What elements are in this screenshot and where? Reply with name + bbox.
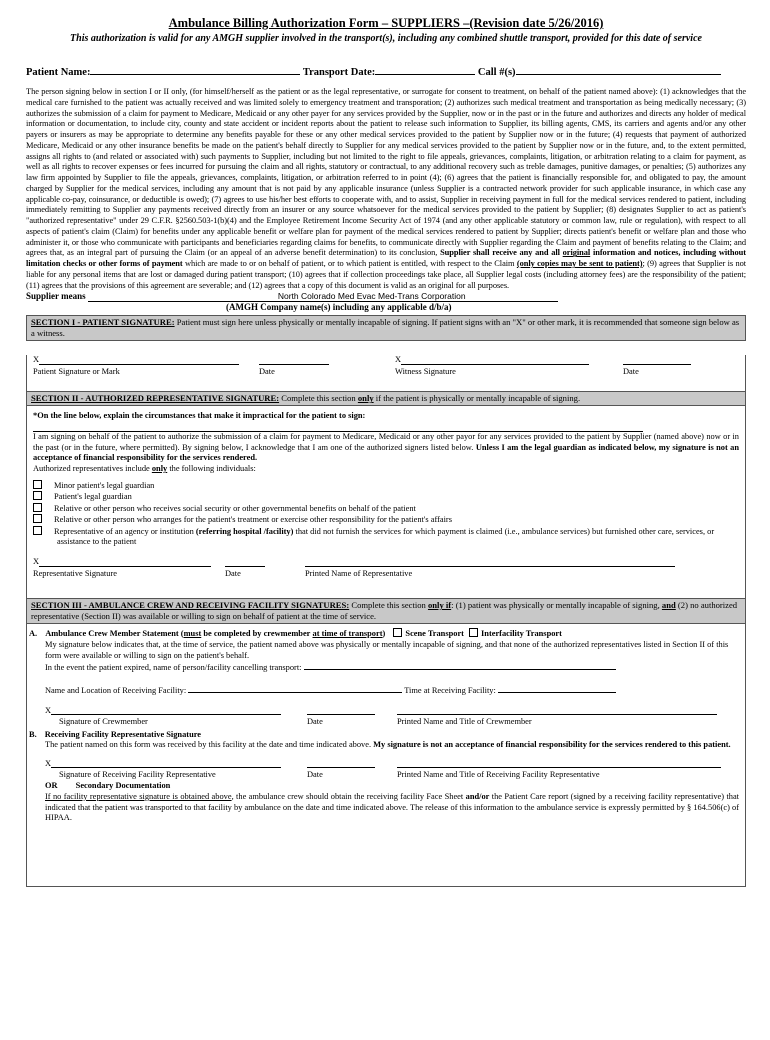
crew-date-label: Date <box>307 716 323 726</box>
or-label: OR <box>45 781 58 791</box>
receiving-signature-label: Signature of Receiving Facility Representative <box>59 770 216 780</box>
witness-signature-label: Witness Signature <box>395 367 456 377</box>
receiving-signature-field[interactable] <box>51 759 281 768</box>
section1-heading: SECTION I - PATIENT SIGNATURE: <box>31 317 175 328</box>
secondary-doc-label: Secondary Documentation <box>75 781 171 791</box>
section2-paragraph <box>33 432 739 464</box>
checkbox[interactable] <box>33 491 42 500</box>
scene-transport-label: Scene Transport <box>405 629 464 639</box>
transport-date-label: Transport Date: <box>302 67 376 78</box>
receiving-signature-row <box>45 759 739 783</box>
patient-signature-x: X <box>33 355 40 365</box>
option-label: Minor patient's legal guardian <box>54 480 155 490</box>
rep-date-label: Date <box>225 568 241 578</box>
secondary-doc-text-2: the Patient Care report (signed by a receiving facility representative) that indicated that the patient was transported to that facility by ambulance on the date and time indicated above. The release of this information to the ambulance service is expressly permitted by § 164.506(c) of HIPAA. <box>45 791 740 823</box>
receiving-printed-name-field[interactable] <box>397 759 721 768</box>
secondary-doc-text <box>45 792 739 824</box>
crew-signature-row <box>45 706 739 730</box>
checkbox[interactable] <box>33 480 42 489</box>
terms-bold-2: information and notices, including without limitation checks or other forms of payment <box>26 248 746 268</box>
section2-text-only: only <box>357 393 374 404</box>
representative-options <box>33 480 739 548</box>
crew-signature-x: X <box>45 705 52 715</box>
receiving-signature-x: X <box>45 759 52 769</box>
section3-a-title2: be completed by crewmember <box>203 629 311 639</box>
option-label: Patient's legal guardian <box>54 492 132 502</box>
time-at-facility-field[interactable] <box>498 684 616 693</box>
section2-text-post: if the patient is physically or mentally incapable of signing. <box>375 393 581 404</box>
terms-paragraph <box>26 87 746 291</box>
section2-para-text: I am signing on behalf of the patient to authorize the submission of a claim for payment to Medicare, Medicaid or any other payor for any services provided to the patient by Supplier (named above) now or in the past (or in the future, where permitted). By signing below, I acknowledge that I am one of the authorized signers listed below. <box>33 431 739 452</box>
section3-a-must: must <box>183 629 202 639</box>
section3-text-only: only if <box>427 600 452 611</box>
section2-signature-row <box>33 557 739 581</box>
section3-a-close: ) <box>382 629 386 639</box>
section3-b-title: Receiving Facility Representative Signature <box>44 729 202 739</box>
representative-option <box>33 503 739 515</box>
crew-statement-title <box>29 628 739 640</box>
terms-text-1: The person signing below in section I or II only, (for himself/herself as the patient or as the legal representative, or surrogate for consent to treatment, on behalf of the patient named above): (1) acknowledges that the medical care furnished to the patient was actually received and was limited solely to emergency treatment and transporation; (2) authorizes such medical treatment and transportation as being medically necessary; (3) authorizes the submission of a claim for payment to Medicare, Medicaid or any other payer for any services provided by the Supplier, now or in the past or in the future and authorizes and directs any holder of medical information or documentation, to include city, county and state accident or incident reports about the patient to release such information to Supplier, its billing agents, CMS, its carriers and agents and/or any other payers or insurers as may be appropriate to determine any benefits payable for these or any other medical services provided to the patient by Supplier now or in the future; (4) requests that payment of authorized Medicare, Medicaid or any other insurance benefits be made on the patient's behalf directly to Supplier for any medical services provided to the patient by Supplier now or in the future, and, to the extent permitted, assigns all rights to (and related or associated with) such payments to Supplier, including but not limited to the right to file appeals, grievances, complaints, litigation, or arbitration relating to a claim for payment, as well as all rights to recover expenses or fees incurred for pursuing the claim and all rights, statutory or contractual, to any additional recovery such as treble damages, punitive damages, or penalties; (5) authorizes any law firm appointed by Supplier to file the appeals, grievances, complaints, litigation, or arbitration referred to in point (4); (6) agrees that the patient is financially responsible for, and obligated to pay, the amount charged by Supplier for the medical services, including any amount that is not paid by any applicable insurance (unless Supplier is a contracted network provider for such applicable insurance, in which case any applicable co-pay, coinsurance, or deductible is owed); (7) agrees to use his/her best efforts to cooperate with, and to assist, Supplier in receiving payment in full for the medical services rendered to patient, including immediately remitting to Supplier any payments received directly from an insurer or any source whatsoever for the medical services provided to the patient by Supplier; (8) designates Supplier to act as patient's "authorized representative" under 29 C.F.R. §2560.503-1(b)(4) and the Employee Retirement Income Security Act of 1974 (and any other applicable statutory or common law, rule or regulation), with respect to all aspects of patient's claim (Claim) for benefits under any applicable benefit or welfare plan for payment of the medical services rendered to patient by Supplier; directs patient's benefit or welfare plan and those who administer it, or those who communicate with participants and beneficiaries regarding claims for benefits, to communicate directly with Supplier regarding the Claim and payment of benefits relating to the Claim; and agrees that, as an integral part of pursuing the Claim (or an appeal of an adverse benefit determination) to its conclusion, <box>26 87 746 258</box>
section1-box <box>26 355 746 392</box>
receiving-rep-text <box>45 740 739 751</box>
section2-heading: SECTION II - AUTHORIZED REPRESENTATIVE SIGNATURE: <box>31 393 280 404</box>
section2-box <box>26 406 746 599</box>
receiving-facility-line <box>45 684 739 697</box>
supplier-caption: (AMGH Company name(s) including any applicable d/b/a) <box>226 302 452 313</box>
expired-field[interactable] <box>304 661 616 670</box>
rep-signature-label: Representative Signature <box>33 568 117 578</box>
checkbox[interactable] <box>33 526 42 535</box>
receiving-date-field[interactable] <box>307 759 375 768</box>
section3-text-and: and <box>661 600 676 611</box>
section1-signature-row <box>33 355 739 379</box>
option-label: Relative or other person who arranges for the patient's treatment or exercise other responsibility for the patient's affairs <box>54 515 452 525</box>
section3-heading: SECTION III - AMBULANCE CREW AND RECEIVING FACILITY SIGNATURES: <box>31 600 350 611</box>
secondary-doc-text-1: , the ambulance crew should obtain the receiving facility Face Sheet <box>231 791 464 801</box>
secondary-doc-underline: If no facility representative signature is obtained above <box>45 791 232 801</box>
scene-transport-checkbox[interactable] <box>393 628 402 637</box>
rep-signature-x: X <box>33 556 40 566</box>
receiving-date-label: Date <box>307 770 323 780</box>
option-label: Relative or other person who receives social security or other governmental benefits on behalf of the patient <box>54 503 416 513</box>
section2-include-pre: Authorized representatives include <box>33 464 150 474</box>
option-label: Representative of an agency or institution <box>54 526 194 536</box>
section3-text-post: (2) no authorized representative (Section II) was available or willing to sign on behalf of patient at the time of service. <box>31 600 738 622</box>
crew-printed-name-label: Printed Name and Title of Crewmember <box>397 716 532 726</box>
section3-a-label: A. <box>29 629 38 639</box>
patient-name-label: Patient Name: <box>26 67 91 78</box>
form-page <box>0 16 770 1040</box>
expired-label: In the event the patient expired, name of person/facility cancelling transport: <box>45 663 302 673</box>
section2-header <box>26 392 746 406</box>
rep-date-field[interactable] <box>225 557 265 567</box>
form-subtitle: This authorization is valid for any AMGH supplier involved in the transport(s), including any combined shuttle transport, provided for this date of service <box>70 33 702 44</box>
terms-text-3: ; (9) agrees that Supplier is not liable for any personal items that are lost or damaged during patient transport; (10) agrees that if collection proceedings take place, all Supplier legal costs (including attorney fees) are the responsibility of the patient; (11) agrees that the provisions of this agreement are severable; and (12) agrees that a copy of this document is valid as an original for all purposes. <box>26 259 747 290</box>
supplier-company-field[interactable]: North Colorado Med Evac Med-Trans Corporation <box>88 291 558 302</box>
rep-signature-field[interactable] <box>39 557 211 567</box>
section2-include-line <box>33 464 739 475</box>
patient-info-line <box>26 65 746 78</box>
supplier-line <box>26 291 746 302</box>
crew-printed-name-field[interactable] <box>397 706 717 715</box>
representative-option <box>33 491 739 503</box>
receiving-printed-name-label: Printed Name and Title of Receiving Facility Representative <box>397 770 600 780</box>
section2-explain-field[interactable] <box>33 422 643 432</box>
section3-text-pre: Complete this section <box>351 600 426 611</box>
receiving-rep-text-bold: My signature is not an acceptance of financial responsibility for the services rendered to this patient. <box>373 740 731 750</box>
patient-date-label: Date <box>259 367 275 377</box>
patient-date-field[interactable] <box>259 355 329 365</box>
receiving-facility-label: Name and Location of Receiving Facility: <box>45 686 187 696</box>
interfacility-transport-checkbox[interactable] <box>469 628 478 637</box>
section1-text: Patient must sign here unless physically or mentally incapable of signing. If patient signs with an "X" or other mark, it is recommended that someone sign below as a witness. <box>31 317 740 339</box>
patient-signature-field[interactable] <box>39 355 239 365</box>
checkbox[interactable] <box>33 503 42 512</box>
receiving-rep-title <box>29 730 739 741</box>
crew-signature-label: Signature of Crewmember <box>59 716 148 726</box>
terms-text-2: which are made to or on behalf of patient, or to which patient is entitled, with respect to the Claim <box>185 259 515 268</box>
transport-date-field[interactable] <box>375 65 475 75</box>
section3-b-label: B. <box>29 729 37 739</box>
time-at-facility-label: Time at Receiving Facility: <box>404 686 496 696</box>
crew-signature-field[interactable] <box>51 706 281 715</box>
section2-text-pre: Complete this section <box>281 393 356 404</box>
checkbox[interactable] <box>33 514 42 523</box>
terms-bold-original: original <box>562 248 591 258</box>
receiving-rep-text-plain: The patient named on this form was received by this facility at the date and time indicated above. <box>45 740 372 750</box>
crew-date-field[interactable] <box>307 706 375 715</box>
interfacility-transport-label: Interfacility Transport <box>481 629 562 639</box>
form-title: Ambulance Billing Authorization Form – SUPPLIERS –(Revision date 5/26/2016) <box>168 16 604 30</box>
option-label-bold: (referring hospital /facility) <box>195 526 294 536</box>
patient-signature-label: Patient Signature or Mark <box>33 367 120 377</box>
section2-para-bold: Unless I am the legal guardian as indicated below, my signature is not an acceptance of financial responsibility for the services rendered. <box>33 442 740 463</box>
supplier-label: Supplier means <box>26 291 86 302</box>
section3-a-title: Ambulance Crew Member Statement ( <box>45 629 184 639</box>
section3-a-atime: at time of transport <box>312 629 383 639</box>
expired-line <box>45 661 739 674</box>
representative-option <box>33 480 739 492</box>
secondary-doc-andor: and/or <box>465 791 490 801</box>
witness-date-label: Date <box>623 367 639 377</box>
call-number-field[interactable] <box>516 65 721 75</box>
section2-explain-label: *On the line below, explain the circumstances that make it impractical for the patient to sign: <box>33 411 366 421</box>
terms-bold-1: Supplier shall receive any and all <box>440 248 560 258</box>
section3-box <box>26 624 746 887</box>
section1-header <box>26 315 746 341</box>
patient-name-field[interactable] <box>90 65 300 75</box>
call-number-label: Call #(s) <box>477 67 516 78</box>
representative-option <box>33 514 739 526</box>
crew-statement-text: My signature below indicates that, at the time of service, the patient named above was physically or mentally incapable of signing, and that none of the authorized representatives listed in Section II of this form were available or willing to sign on the patient's behalf. <box>45 639 729 660</box>
section3-text-mid: : (1) patient was physically or mentally incapable of signing, <box>451 600 660 611</box>
section2-include-only: only <box>151 464 168 474</box>
section2-include-post: the following individuals: <box>169 464 256 474</box>
terms-bold-copies: (only copies may be sent to patient) <box>516 259 643 268</box>
rep-printed-name-field[interactable] <box>305 557 675 567</box>
witness-signature-field[interactable] <box>401 355 589 365</box>
option-label-post: that did not furnish the services for which payment is claimed (i.e., ambulance services) but furnished other care, services, or assistance to the patient <box>57 526 715 547</box>
representative-option <box>33 526 739 548</box>
witness-date-field[interactable] <box>623 355 691 365</box>
section3-header <box>26 599 746 624</box>
witness-signature-x: X <box>395 355 402 365</box>
receiving-facility-field[interactable] <box>188 684 402 693</box>
rep-printed-name-label: Printed Name of Representative <box>305 568 413 578</box>
